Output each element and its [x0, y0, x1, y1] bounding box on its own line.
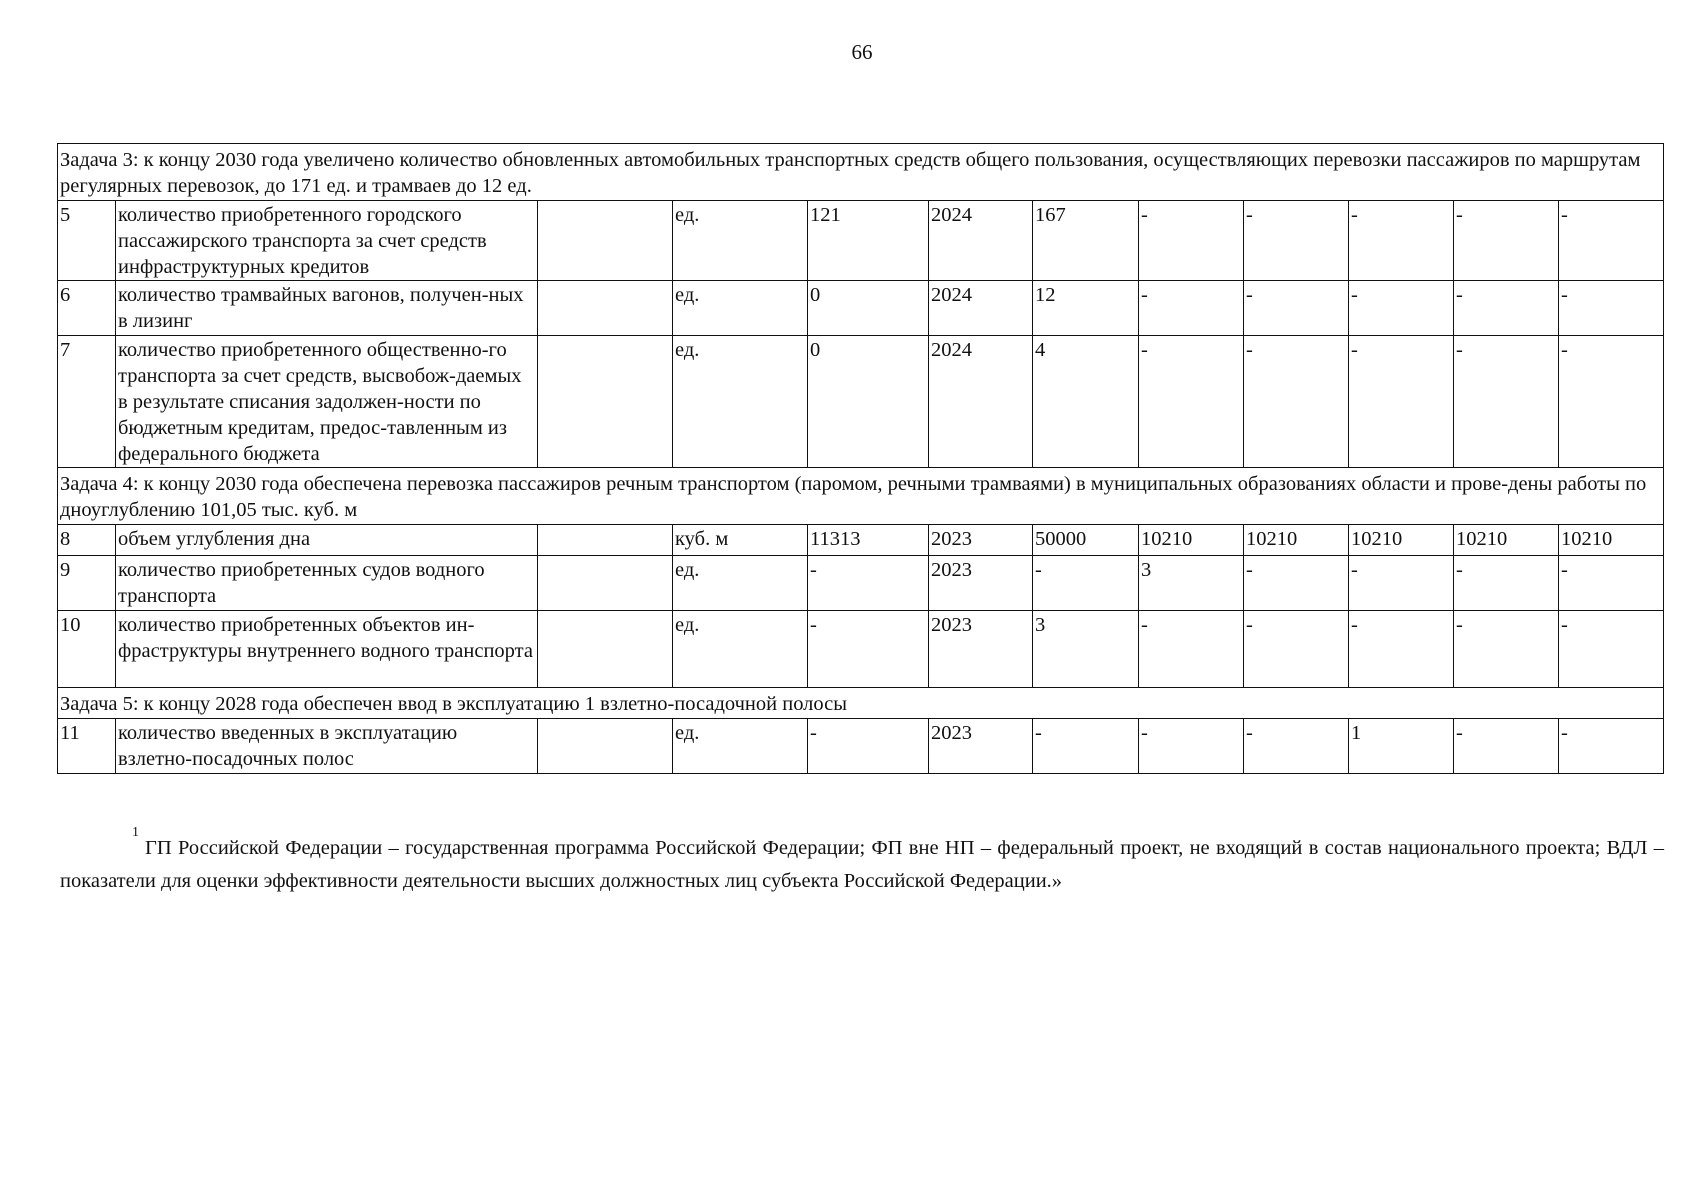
value-2028-cell: 10210	[1349, 525, 1454, 556]
indicator-row	[58, 281, 1664, 336]
value-2030-cell: -	[1559, 281, 1664, 336]
value-2030-cell: -	[1559, 201, 1664, 281]
row-number-cell: 9	[58, 556, 116, 611]
value-2029-cell: -	[1454, 719, 1559, 774]
value-2030-cell: -	[1559, 719, 1664, 774]
value-2029-cell: -	[1454, 556, 1559, 611]
indicator-row	[58, 611, 1664, 688]
indicators-table	[57, 143, 1664, 774]
footnote-mark: 1	[132, 825, 139, 840]
base-year-cell: 2023	[929, 611, 1033, 688]
value-2026-cell: -	[1139, 611, 1244, 688]
value-2025-cell: 50000	[1033, 525, 1139, 556]
row-number-cell: 6	[58, 281, 116, 336]
value-2029-cell: -	[1454, 281, 1559, 336]
value-2028-cell: -	[1349, 611, 1454, 688]
row-number-cell: 5	[58, 201, 116, 281]
indicator-type-cell	[538, 719, 673, 774]
value-2028-cell: -	[1349, 201, 1454, 281]
indicator-type-cell	[538, 281, 673, 336]
value-2025-cell: 12	[1033, 281, 1139, 336]
indicator-row	[58, 525, 1664, 556]
value-2027-cell: -	[1244, 556, 1349, 611]
task-row	[58, 144, 1664, 201]
value-2028-cell: -	[1349, 556, 1454, 611]
value-2025-cell: -	[1033, 556, 1139, 611]
indicator-row	[58, 201, 1664, 281]
page-number: 66	[851, 40, 873, 64]
indicator-name-cell: количество приобретенных объектов ин-фраструктуры внутреннего водного транспорта	[116, 611, 538, 688]
unit-cell: ед.	[673, 719, 808, 774]
value-2030-cell: -	[1559, 336, 1664, 468]
indicator-name-cell: количество приобретенного общественно-го транспорта за счет средств, высвобож-даемых в результате списания задолжен-ности по бюджетным кредитам, предос-тавленным из федерального бюджета	[116, 336, 538, 468]
row-number-cell: 10	[58, 611, 116, 688]
value-2025-cell: 167	[1033, 201, 1139, 281]
value-2027-cell: -	[1244, 201, 1349, 281]
value-2025-cell: 3	[1033, 611, 1139, 688]
task-row	[58, 468, 1664, 525]
indicator-name-cell: количество приобретенных судов водного транспорта	[116, 556, 538, 611]
indicator-name-cell: объем углубления дна	[116, 525, 538, 556]
base-year-cell: 2023	[929, 719, 1033, 774]
unit-cell: ед.	[673, 611, 808, 688]
base-year-cell: 2024	[929, 336, 1033, 468]
indicator-name-cell: количество приобретенного городского пассажирского транспорта за счет средств инфраструктурных кредитов	[116, 201, 538, 281]
value-2027-cell: 10210	[1244, 525, 1349, 556]
value-2027-cell: -	[1244, 611, 1349, 688]
row-number-cell: 7	[58, 336, 116, 468]
value-2025-cell: -	[1033, 719, 1139, 774]
task-heading: Задача 4: к концу 2030 года обеспечена перевозка пассажиров речным транспортом (паромом, речными трамваями) в муниципальных образованиях области и прове-дены работы по дноуглублению 101,05 тыс. куб. м	[58, 468, 1664, 525]
unit-cell: ед.	[673, 281, 808, 336]
base-value-cell: 121	[808, 201, 929, 281]
value-2030-cell: 10210	[1559, 525, 1664, 556]
row-number-cell: 8	[58, 525, 116, 556]
indicator-name-cell: количество введенных в эксплуатацию взлетно-посадочных полос	[116, 719, 538, 774]
base-value-cell: 11313	[808, 525, 929, 556]
unit-cell: куб. м	[673, 525, 808, 556]
base-year-cell: 2024	[929, 201, 1033, 281]
value-2025-cell: 4	[1033, 336, 1139, 468]
unit-cell: ед.	[673, 336, 808, 468]
value-2026-cell: 3	[1139, 556, 1244, 611]
footnote	[60, 826, 1664, 898]
value-2028-cell: -	[1349, 336, 1454, 468]
base-value-cell: -	[808, 611, 929, 688]
indicator-type-cell	[538, 556, 673, 611]
base-year-cell: 2024	[929, 281, 1033, 336]
value-2027-cell: -	[1244, 719, 1349, 774]
indicator-type-cell	[538, 201, 673, 281]
row-number-cell: 11	[58, 719, 116, 774]
task-heading: Задача 5: к концу 2028 года обеспечен ввод в эксплуатацию 1 взлетно-посадочной полосы	[58, 688, 1664, 719]
task-row	[58, 688, 1664, 719]
value-2029-cell: -	[1454, 201, 1559, 281]
value-2030-cell: -	[1559, 611, 1664, 688]
indicator-type-cell	[538, 525, 673, 556]
value-2026-cell: -	[1139, 281, 1244, 336]
base-value-cell: 0	[808, 336, 929, 468]
base-value-cell: -	[808, 719, 929, 774]
task-heading: Задача 3: к концу 2030 года увеличено количество обновленных автомобильных транспортных средств общего пользования, осуществляющих перевозки пассажиров по маршрутам регулярных перевозок, до 171 ед. и трамваев до 12 ед.	[58, 144, 1664, 201]
value-2026-cell: -	[1139, 201, 1244, 281]
value-2027-cell: -	[1244, 336, 1349, 468]
value-2030-cell: -	[1559, 556, 1664, 611]
base-value-cell: -	[808, 556, 929, 611]
value-2026-cell: 10210	[1139, 525, 1244, 556]
indicator-name-cell: количество трамвайных вагонов, получен-ных в лизинг	[116, 281, 538, 336]
value-2028-cell: 1	[1349, 719, 1454, 774]
value-2027-cell: -	[1244, 281, 1349, 336]
unit-cell: ед.	[673, 201, 808, 281]
unit-cell: ед.	[673, 556, 808, 611]
value-2026-cell: -	[1139, 336, 1244, 468]
value-2029-cell: -	[1454, 336, 1559, 468]
table-body	[58, 144, 1664, 774]
footnote-text: ГП Российской Федерации – государственная программа Российской Федерации; ФП вне НП – федеральный проект, не входящий в состав национального проекта; ВДЛ – показатели для оценки эффективности деятельности высших должностных лиц субъекта Российской Федерации.»	[60, 836, 1664, 892]
value-2028-cell: -	[1349, 281, 1454, 336]
base-value-cell: 0	[808, 281, 929, 336]
value-2026-cell: -	[1139, 719, 1244, 774]
indicator-row	[58, 719, 1664, 774]
indicator-type-cell	[538, 611, 673, 688]
value-2029-cell: 10210	[1454, 525, 1559, 556]
indicator-row	[58, 336, 1664, 468]
indicator-row	[58, 556, 1664, 611]
base-year-cell: 2023	[929, 525, 1033, 556]
value-2029-cell: -	[1454, 611, 1559, 688]
base-year-cell: 2023	[929, 556, 1033, 611]
indicator-type-cell	[538, 336, 673, 468]
